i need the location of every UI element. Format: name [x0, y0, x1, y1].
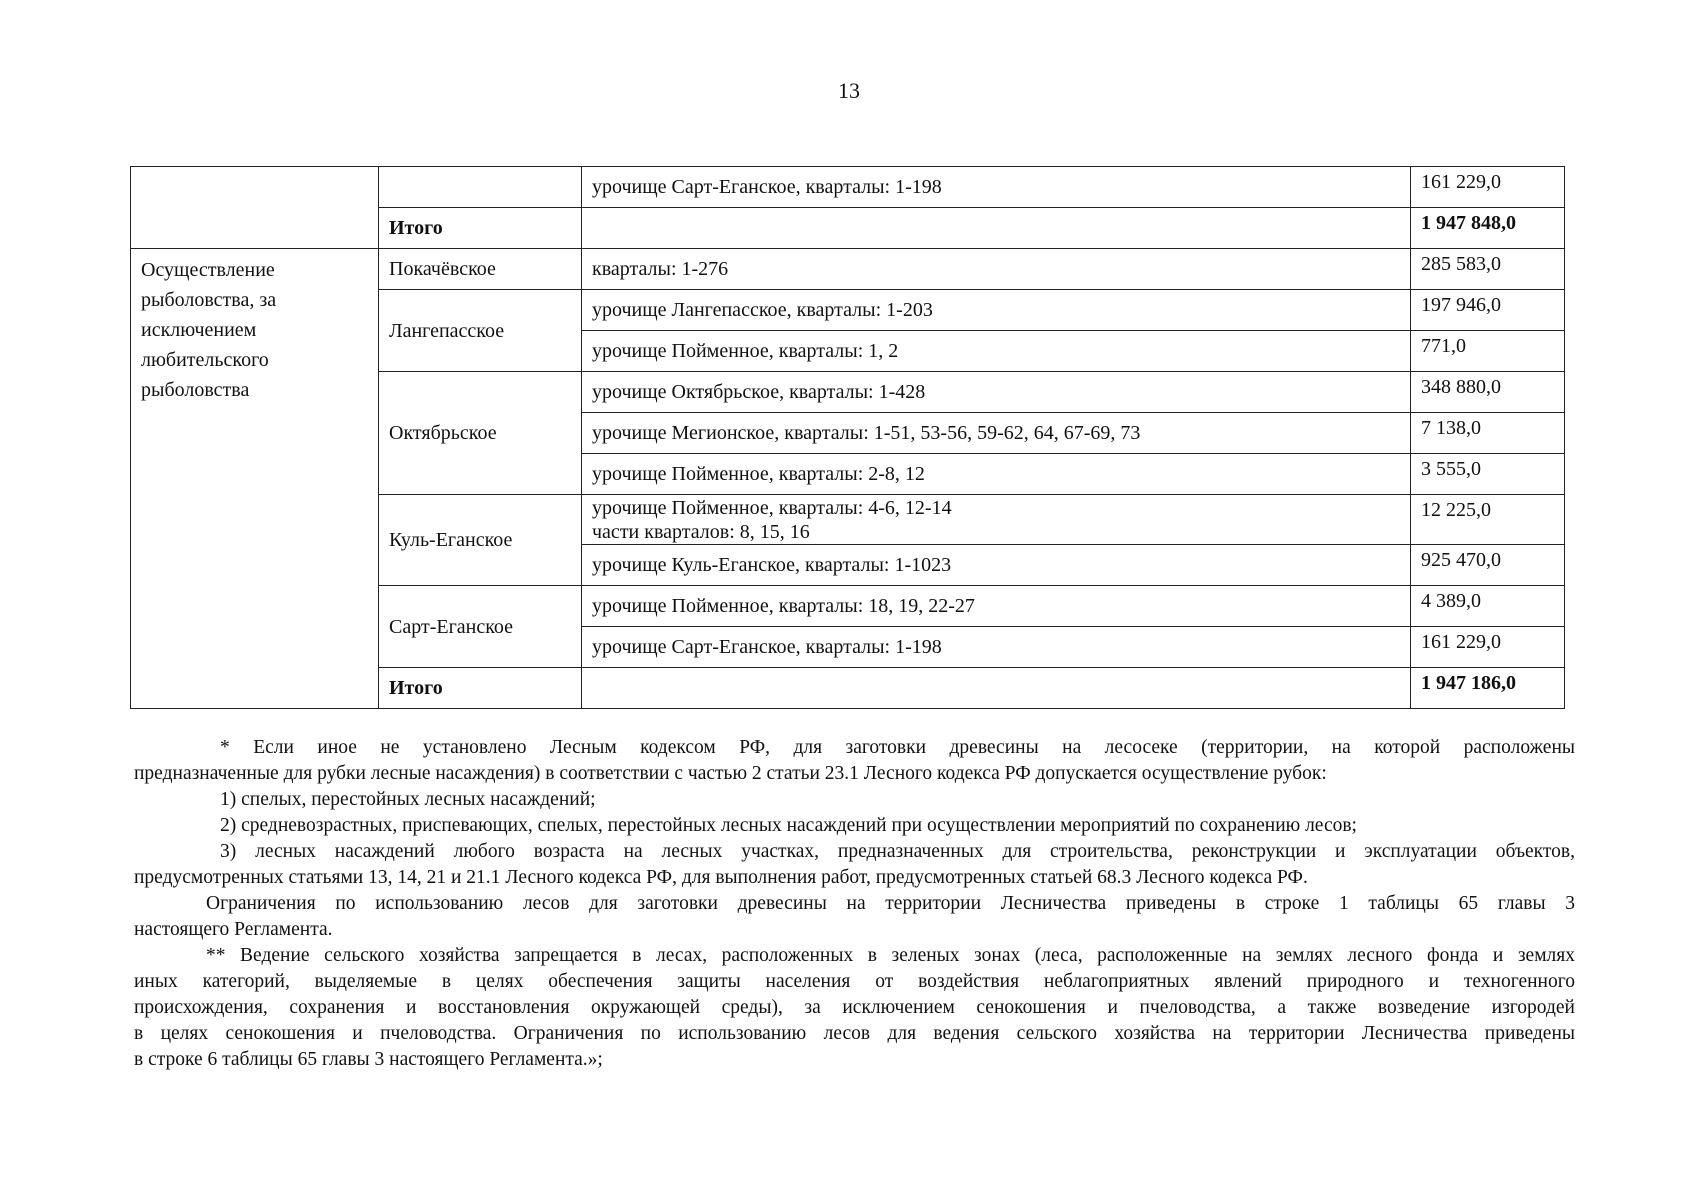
area-cell: 12 225,0	[1411, 495, 1565, 545]
location-cell: урочище Лангепасское, кварталы: 1-203	[582, 290, 1411, 331]
note-2-line: ** Ведение сельского хозяйства запрещается в лесах, расположенных в зеленых зонах (леса, расположенные на землях лесного фонда и землях	[206, 945, 1575, 966]
table-row	[131, 167, 1565, 208]
forest-use-table	[130, 166, 1565, 709]
use-kind-cell: Осуществление рыболовства, за исключением любительского рыболовства	[131, 249, 379, 709]
forestry-name: Покачёвское	[379, 249, 582, 290]
location-cell: урочище Сарт-Еганское, кварталы: 1-198	[582, 627, 1411, 668]
forestry-name: Сарт-Еганское	[379, 586, 582, 668]
location-cell: урочище Пойменное, кварталы: 18, 19, 22-27	[582, 586, 1411, 627]
location-cell: урочище Пойменное, кварталы: 2-8, 12	[582, 454, 1411, 495]
table-row	[131, 249, 1565, 290]
area-cell: 4 389,0	[1411, 586, 1565, 627]
footnotes	[134, 735, 1575, 1073]
location-cell: урочище Куль-Еганское, кварталы: 1-1023	[582, 545, 1411, 586]
area-cell: 771,0	[1411, 331, 1565, 372]
page-number: 13	[838, 78, 860, 103]
location-cell	[582, 495, 1411, 545]
area-cell: 161 229,0	[1411, 627, 1565, 668]
note-item-2: 2) средневозрастных, приспевающих, спелых, перестойных лесных насаждений при осуществлении мероприятий по сохранению лесов;	[220, 815, 1357, 836]
location-cell: кварталы: 1-276	[582, 249, 1411, 290]
total-value: 1 947 186,0	[1411, 668, 1565, 709]
location-cell-empty	[582, 668, 1411, 709]
area-cell: 161 229,0	[1411, 167, 1565, 208]
area-cell: 285 583,0	[1411, 249, 1565, 290]
location-cell: урочище Пойменное, кварталы: 1, 2	[582, 331, 1411, 372]
area-cell: 925 470,0	[1411, 545, 1565, 586]
total-label: Итого	[379, 208, 582, 249]
note-item-1: 1) спелых, перестойных лесных насаждений;	[220, 789, 596, 810]
note-1-line: * Если иное не установлено Лесным кодексом РФ, для заготовки древесины на лесосеке (территории, на которой расположены	[220, 737, 1575, 758]
location-cell: урочище Сарт-Еганское, кварталы: 1-198	[582, 167, 1411, 208]
note-limit-line: настоящего Регламента.	[134, 919, 333, 940]
kind-cell-empty	[131, 167, 379, 249]
total-value: 1 947 848,0	[1411, 208, 1565, 249]
forestry-name: Октябрьское	[379, 372, 582, 495]
forestry-name: Куль-Еганское	[379, 495, 582, 586]
area-cell: 3 555,0	[1411, 454, 1565, 495]
note-limit-line: Ограничения по использованию лесов для заготовки древесины на территории Лесничества приведены в строке 1 таблицы 65 главы 3	[206, 893, 1575, 914]
forestry-name: Лангепасское	[379, 290, 582, 372]
area-cell: 348 880,0	[1411, 372, 1565, 413]
area-cell: 197 946,0	[1411, 290, 1565, 331]
location-cell-empty	[582, 208, 1411, 249]
location-cell: урочище Октябрьское, кварталы: 1-428	[582, 372, 1411, 413]
note-2-line: в целях сенокошения и пчеловодства. Ограничения по использованию лесов для ведения сельского хозяйства на территории Лесничества приведены	[134, 1023, 1575, 1044]
note-item-3-line: предусмотренных статьями 13, 14, 21 и 21.1 Лесного кодекса РФ, для выполнения работ, предусмотренных статьей 68.3 Лесного кодекса РФ.	[134, 867, 1308, 888]
location-line: урочище Пойменное, кварталы: 4-6, 12-14	[592, 496, 952, 519]
area-cell: 7 138,0	[1411, 413, 1565, 454]
note-2-line: иных категорий, выделяемые в целях обеспечения защиты населения от воздействия неблагоприятных явлений природного и техногенного	[134, 971, 1575, 992]
note-item-3-line: 3) лесных насаждений любого возраста на лесных участках, предназначенных для строительства, реконструкции и эксплуатации объектов,	[220, 841, 1575, 862]
total-label: Итого	[379, 668, 582, 709]
note-1-line: предназначенные для рубки лесные насаждения) в соответствии с частью 2 статьи 23.1 Лесного кодекса РФ допускается осуществление рубок:	[134, 763, 1327, 784]
location-line-extra: части кварталов: 8, 15, 16	[592, 520, 810, 543]
note-2-line: в строке 6 таблицы 65 главы 3 настоящего Регламента.»;	[134, 1049, 603, 1070]
note-2-line: происхождения, сохранения и восстановления окружающей среды), за исключением сенокошения и пчеловодства, а также возведение изгородей	[134, 997, 1575, 1018]
location-cell: урочище Мегионское, кварталы: 1-51, 53-56, 59-62, 64, 67-69, 73	[582, 413, 1411, 454]
forestry-cell-empty	[379, 167, 582, 208]
